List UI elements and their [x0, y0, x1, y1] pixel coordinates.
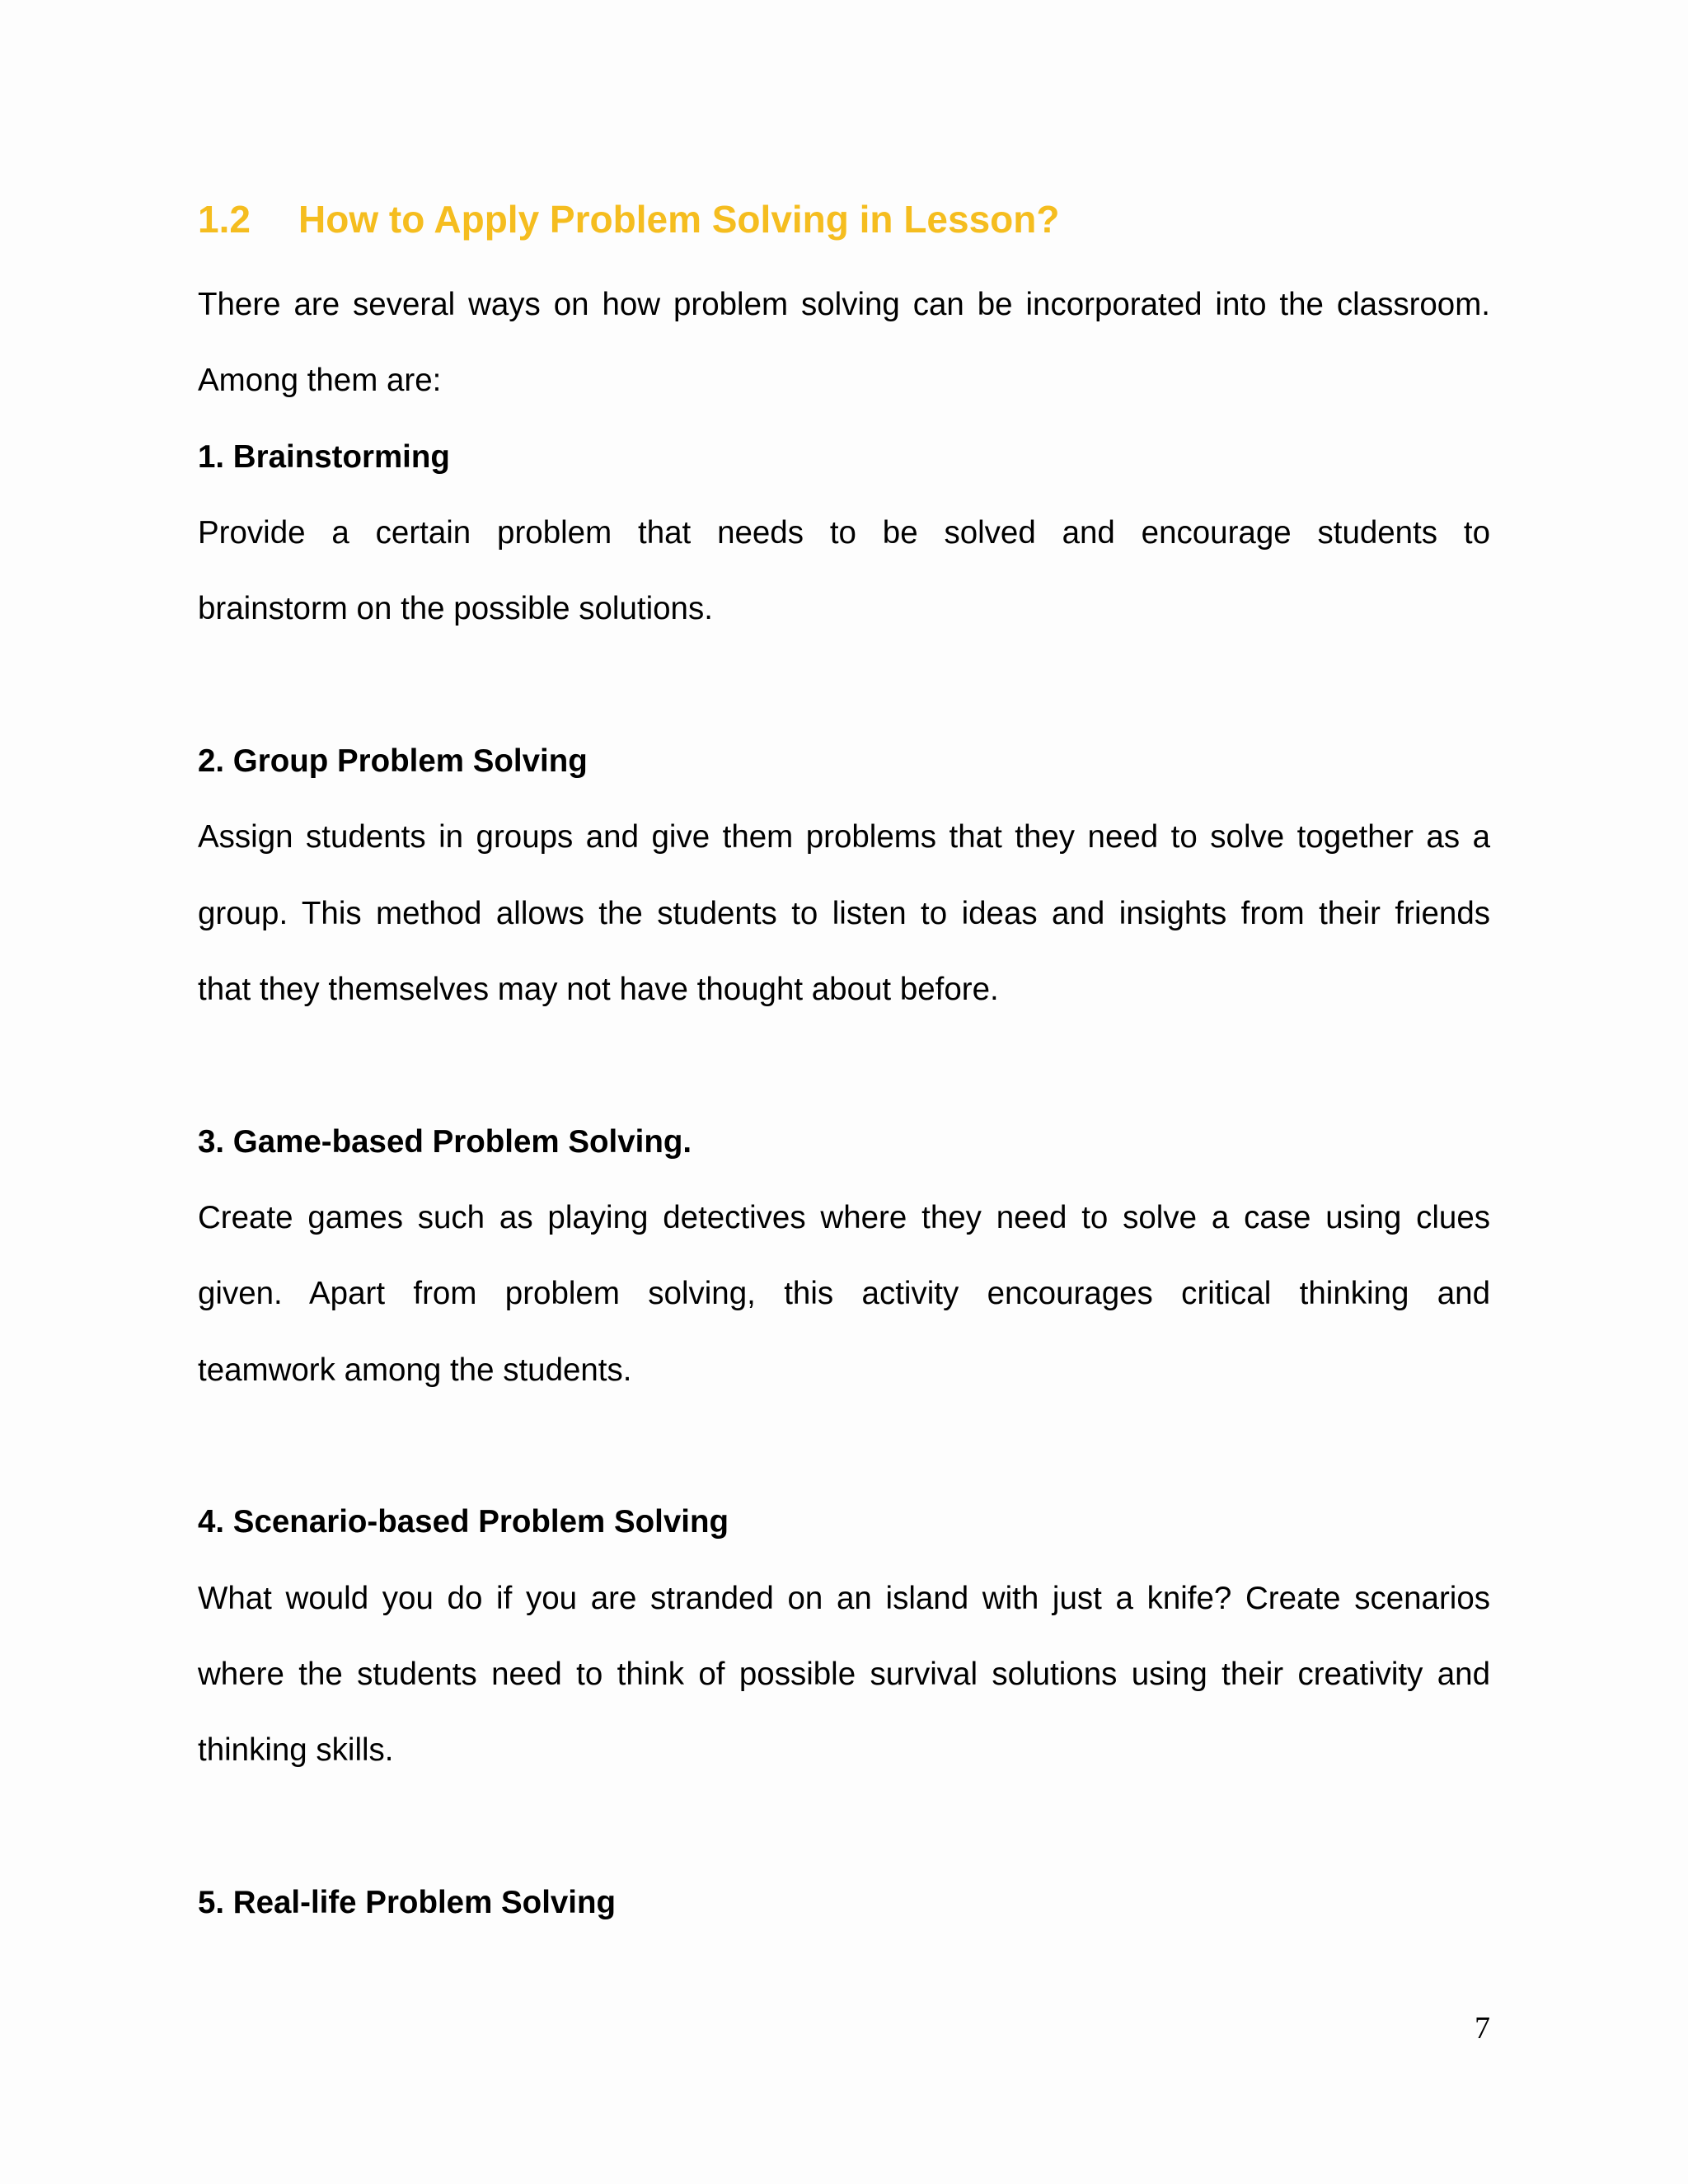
section-title-game: 3. Game-based Problem Solving. — [198, 1124, 692, 1160]
section-heading — [198, 196, 1059, 242]
group-line-3: that they themselves may not have thought about before. — [198, 972, 999, 1007]
section-title: How to Apply Problem Solving in Lesson? — [298, 198, 1060, 241]
group-line-1: Assign students in groups and give them problems that they need to solve together as a — [198, 819, 1490, 855]
game-line-1: Create games such as playing detectives where they need to solve a case using clues — [198, 1200, 1490, 1235]
scenario-line-1: What would you do if you are stranded on an island with just a knife? Create scenarios — [198, 1581, 1490, 1616]
brainstorming-line-1: Provide a certain problem that needs to be solved and encourage students to — [198, 515, 1490, 551]
section-title-scenario: 4. Scenario-based Problem Solving — [198, 1504, 729, 1540]
game-line-2: given. Apart from problem solving, this activity encourages critical thinking and — [198, 1276, 1490, 1311]
intro-line-1: There are several ways on how problem solving can be incorporated into the classroom. — [198, 287, 1490, 322]
section-number: 1.2 — [198, 198, 251, 241]
section-title-group: 2. Group Problem Solving — [198, 743, 588, 779]
brainstorming-line-2: brainstorm on the possible solutions. — [198, 591, 713, 626]
section-title-real-life: 5. Real-life Problem Solving — [198, 1885, 617, 1920]
intro-line-2: Among them are: — [198, 363, 442, 398]
page-number: 7 — [1475, 2011, 1490, 2046]
scenario-line-3: thinking skills. — [198, 1732, 394, 1768]
section-title-brainstorming: 1. Brainstorming — [198, 439, 450, 475]
game-line-3: teamwork among the students. — [198, 1352, 632, 1388]
scenario-line-2: where the students need to think of possible survival solutions using their creativity and — [198, 1657, 1490, 1692]
group-line-2: group. This method allows the students to listen to ideas and insights from their friends — [198, 896, 1490, 931]
